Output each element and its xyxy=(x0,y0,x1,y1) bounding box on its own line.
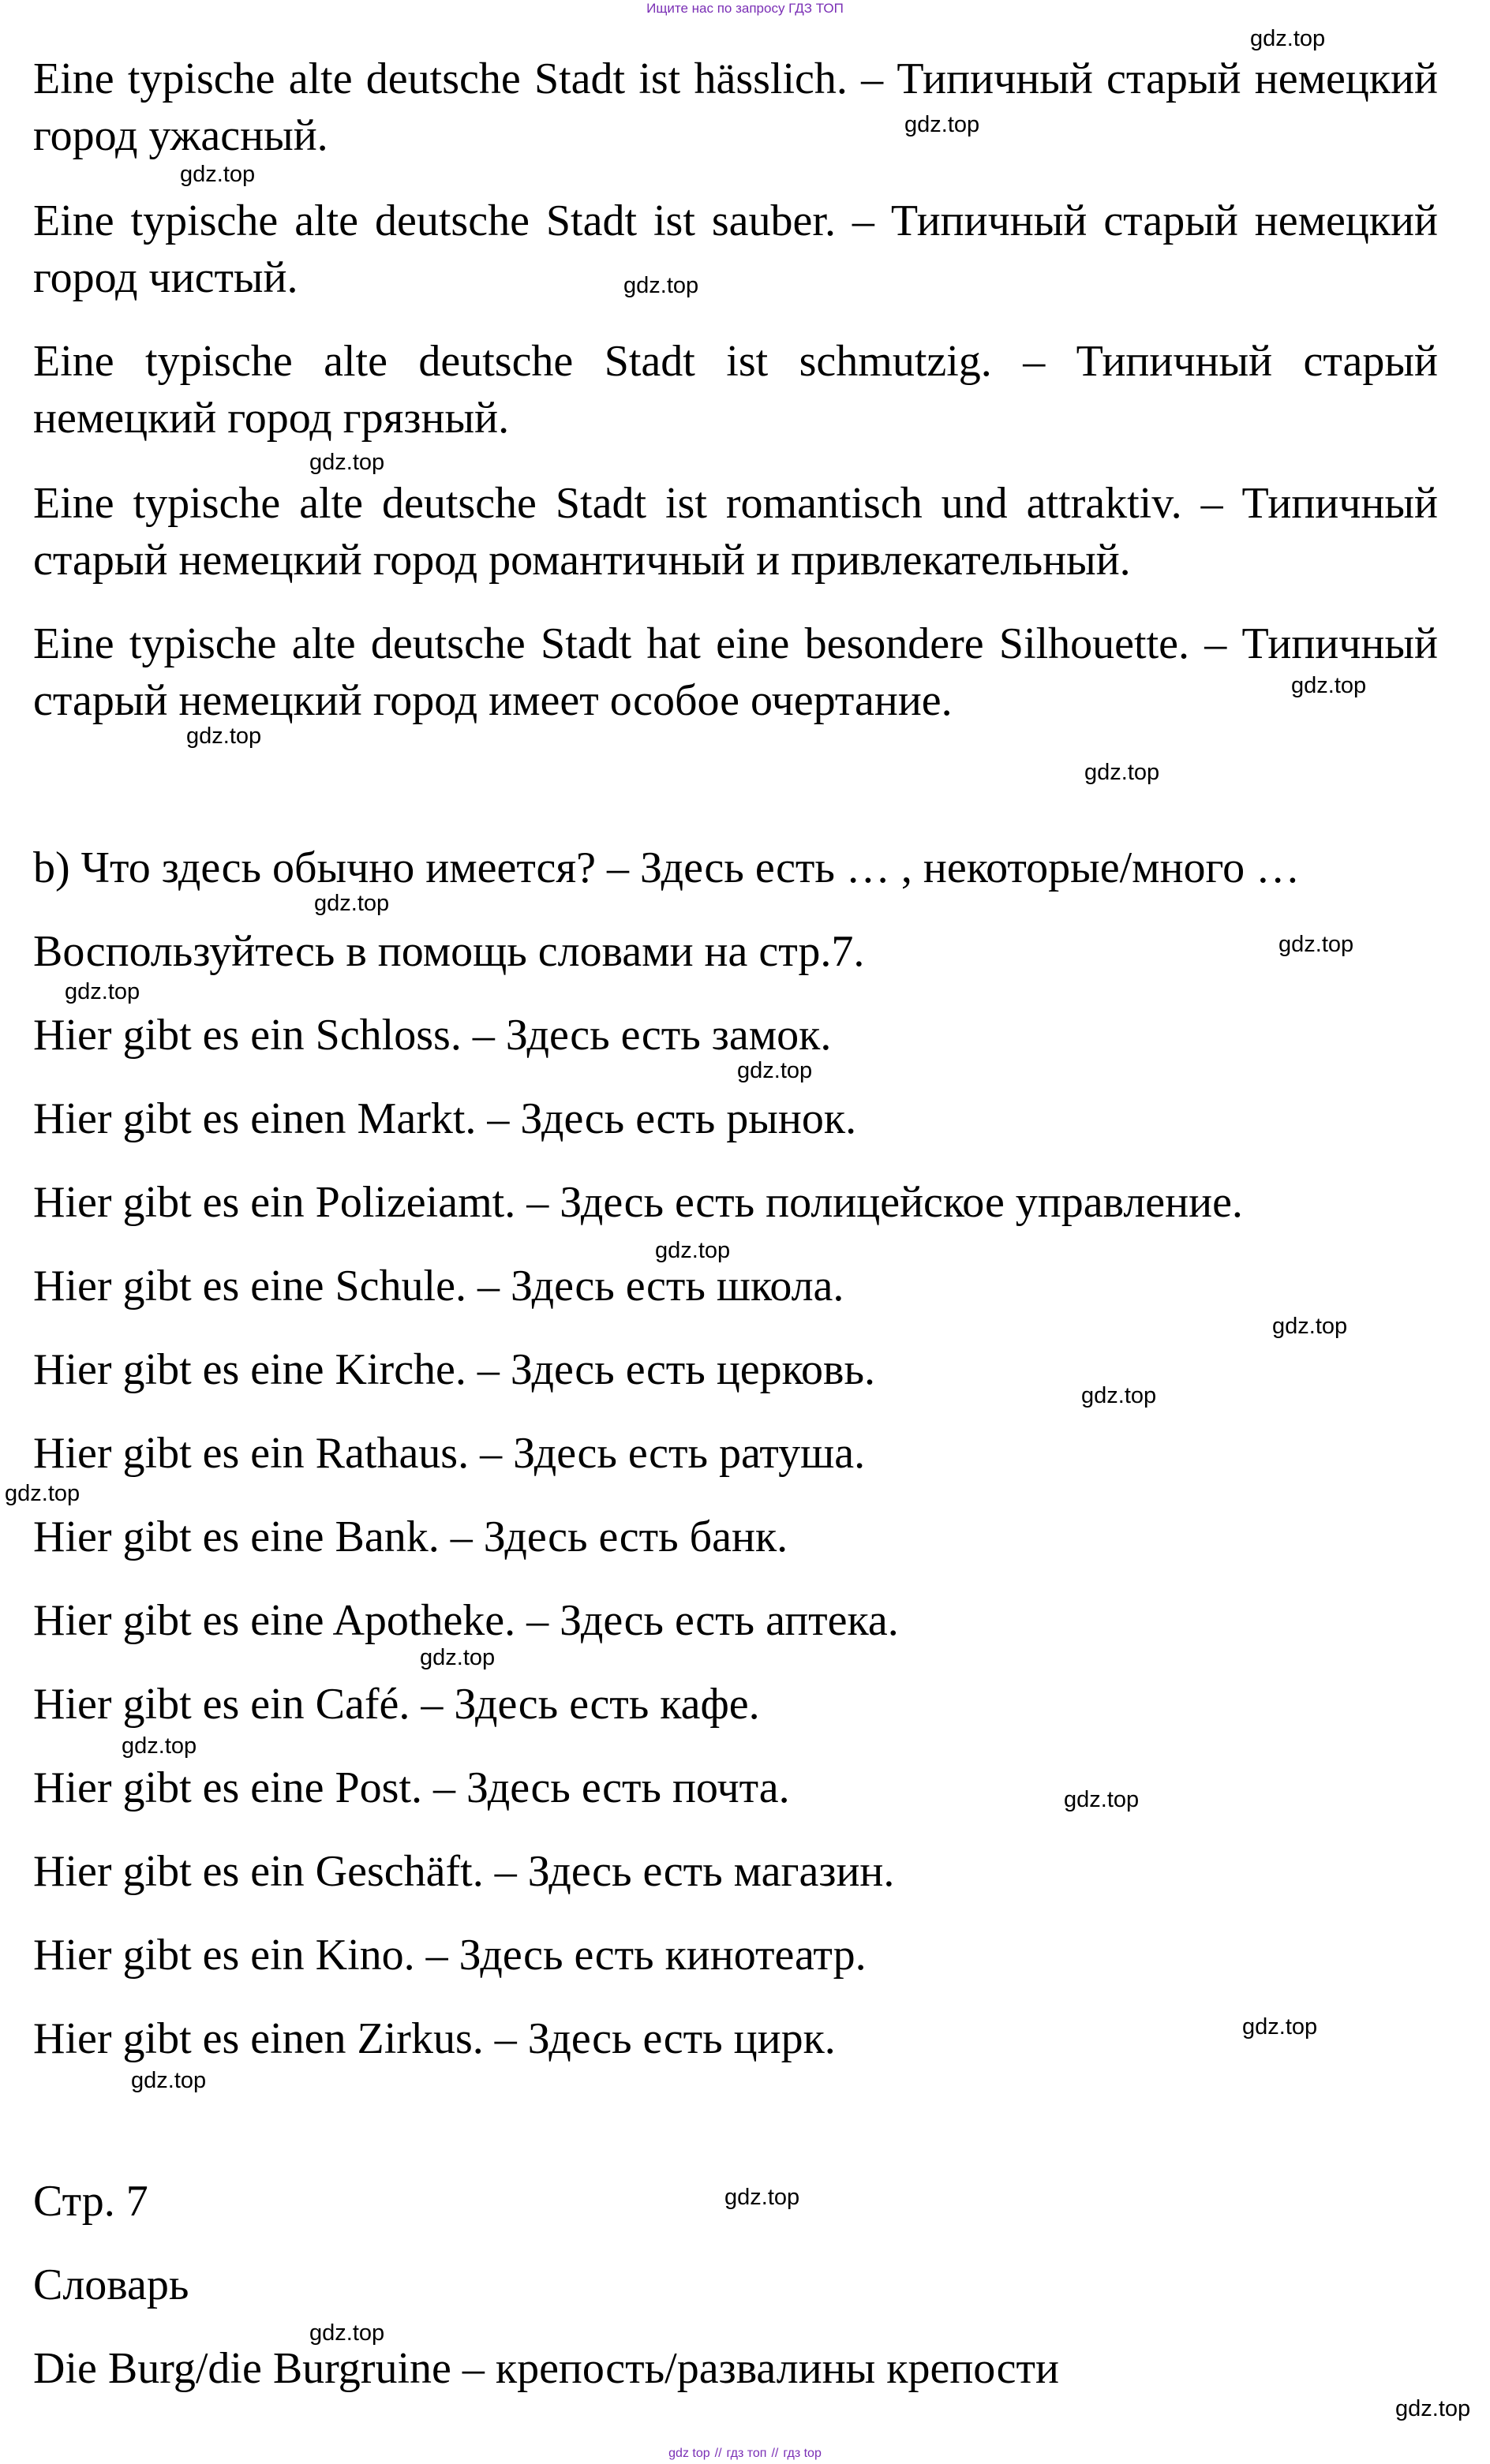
watermark: gdz.top xyxy=(309,2320,385,2346)
watermark: gdz.top xyxy=(131,2068,207,2093)
vocab-title: Словарь xyxy=(33,2260,189,2309)
watermark: gdz.top xyxy=(1278,932,1354,957)
watermark: gdz.top xyxy=(65,979,140,1004)
watermark: gdz.top xyxy=(655,1238,731,1263)
watermark: gdz.top xyxy=(309,450,385,475)
footer-link-3[interactable]: гдз top xyxy=(783,2447,822,2460)
watermark: gdz.top xyxy=(1081,1383,1157,1408)
footer-link-1[interactable]: gdz top xyxy=(668,2447,710,2460)
sentence-b-10: Hier gibt es eine Post. – Здесь есть почта. xyxy=(33,1763,790,1812)
sentence-a-2: Eine typische alte deutsche Stadt ist sauber. – Типичный старый немецкий город чистый. xyxy=(33,196,1438,302)
sentence-b-6: Hier gibt es ein Rathaus. – Здесь есть ратуша. xyxy=(33,1429,866,1478)
watermark: gdz.top xyxy=(420,1645,496,1670)
footer-links xyxy=(0,2446,1490,2462)
watermark: gdz.top xyxy=(904,112,980,137)
watermark: gdz.top xyxy=(5,1481,80,1506)
footer-separator: // xyxy=(771,2447,779,2460)
sentence-b-3: Hier gibt es ein Polizeiamt. – Здесь есть полицейское управление. xyxy=(33,1178,1243,1227)
page-label: Стр. 7 xyxy=(33,2177,148,2226)
watermark: gdz.top xyxy=(737,1058,813,1083)
sentence-b-1: Hier gibt es ein Schloss. – Здесь есть замок. xyxy=(33,1011,832,1060)
sentence-a-1: Eine typische alte deutsche Stadt ist hässlich. – Типичный старый немецкий город ужасный. xyxy=(33,54,1438,160)
vocab-entry: Die Burg/die Burgruine – крепость/развалины крепости xyxy=(33,2344,1059,2393)
watermark: gdz.top xyxy=(1242,2014,1318,2040)
sentence-b-4: Hier gibt es eine Schule. – Здесь есть школа. xyxy=(33,1262,844,1311)
footer-link-2[interactable]: гдз топ xyxy=(726,2447,767,2460)
watermark: gdz.top xyxy=(1272,1314,1348,1339)
sentence-a-4: Eine typische alte deutsche Stadt ist romantisch und attraktiv. – Типичный старый немецкий город романтичный и привлекательный. xyxy=(33,479,1438,585)
watermark: gdz.top xyxy=(623,273,699,298)
watermark: gdz.top xyxy=(1084,760,1160,785)
sentence-b-2: Hier gibt es einen Markt. – Здесь есть рынок. xyxy=(33,1094,857,1143)
watermark: gdz.top xyxy=(1291,673,1367,698)
sentence-a-5: Eine typische alte deutsche Stadt hat eine besondere Silhouette. – Типичный старый немецкий город имеет особое очертание. xyxy=(33,619,1438,725)
watermark: gdz.top xyxy=(122,1733,197,1759)
search-hint-link[interactable]: Ищите нас по запросу ГДЗ ТОП xyxy=(646,1,844,16)
watermark: gdz.top xyxy=(314,891,390,916)
footer-separator: // xyxy=(714,2447,722,2460)
watermark: gdz.top xyxy=(180,162,256,187)
sentence-b-5: Hier gibt es eine Kirche. – Здесь есть церковь. xyxy=(33,1345,875,1394)
sentence-b-7: Hier gibt es eine Bank. – Здесь есть банк. xyxy=(33,1512,788,1561)
watermark: gdz.top xyxy=(724,2185,800,2210)
watermark: gdz.top xyxy=(1395,2396,1471,2421)
task-b-heading: b) Что здесь обычно имеется? – Здесь есть … , некоторые/много … xyxy=(33,843,1301,892)
watermark: gdz.top xyxy=(186,723,262,749)
sentence-b-13: Hier gibt es einen Zirkus. – Здесь есть цирк. xyxy=(33,2014,836,2063)
sentence-b-12: Hier gibt es ein Kino. – Здесь есть кинотеатр. xyxy=(33,1931,867,1980)
sentence-b-11: Hier gibt es ein Geschäft. – Здесь есть магазин. xyxy=(33,1847,895,1896)
sentence-a-3: Eine typische alte deutsche Stadt ist schmutzig. – Типичный старый немецкий город грязный. xyxy=(33,337,1438,443)
sentence-b-8: Hier gibt es eine Apotheke. – Здесь есть аптека. xyxy=(33,1596,899,1645)
sentence-b-9: Hier gibt es ein Café. – Здесь есть кафе. xyxy=(33,1680,760,1729)
watermark: gdz.top xyxy=(1064,1787,1140,1812)
task-b-hint: Воспользуйтесь в помощь словами на стр.7. xyxy=(33,927,865,976)
watermark: gdz.top xyxy=(1250,26,1326,51)
